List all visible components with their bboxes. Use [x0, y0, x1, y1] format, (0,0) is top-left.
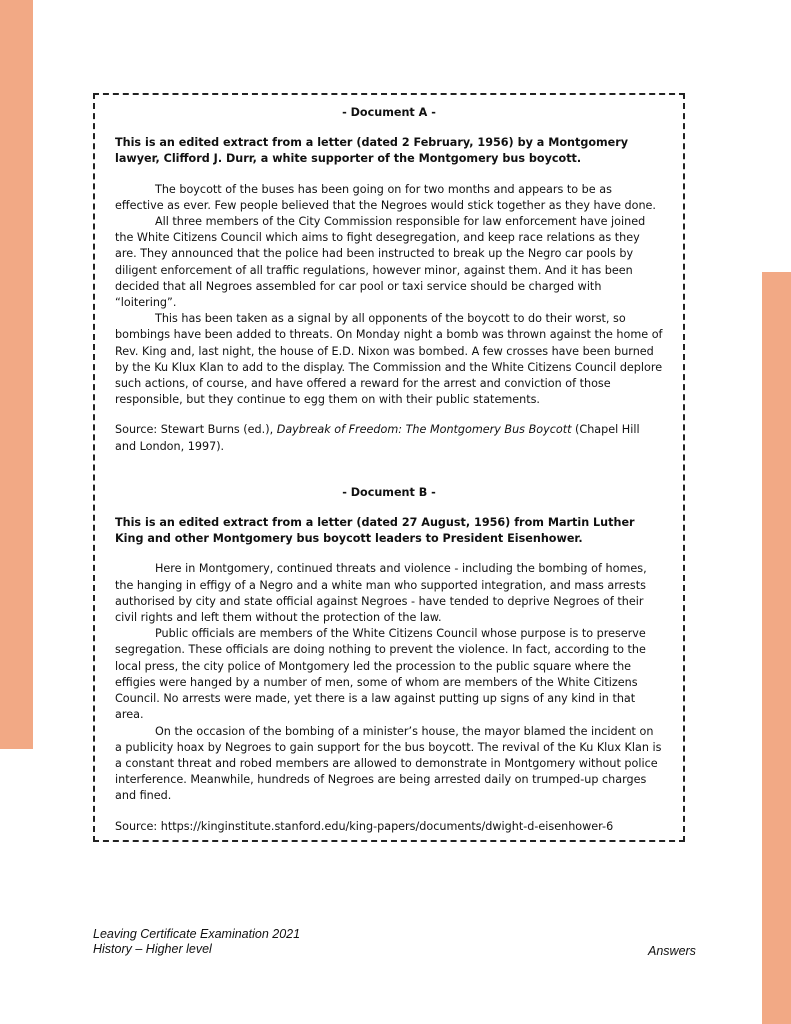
document-a-paragraph: This has been taken as a signal by all opponents of the boycott to do their worst, so bombings have been added to threats. On Monday night a bomb was thrown against the home of Rev. King and, last night, the house of E.D. Nixon was bombed. A few crosses have been burned by the Ku Klux Klan to add to the display. The Commission and the White Citizens Council deplore such actions, of course, and have offered a reward for the arrest and conviction of those responsible, but they continue to egg them on with their public statements. [115, 312, 663, 407]
document-b-heading: - Document B - [342, 485, 436, 499]
document-a-source-title: Daybreak of Freedom: The Montgomery Bus Boycott [276, 423, 572, 437]
document-b-paragraph: On the occasion of the bombing of a minister’s house, the mayor blamed the incident on a publicity hoax by Negroes to gain support for the bus boycott. The revival of the Ku Klux Klan is a constant threat and robed members are allowed to demonstrate in Montgomery without police interference. Meanwhile, hundreds of Negroes are being arrested daily on trumped-up charges and fined. [115, 724, 662, 803]
document-b-paragraph: Public officials are members of the White Citizens Council whose purpose is to preserve segregation. These officials are doing nothing to prevent the violence. In fact, according to the local press, the city police of Montgomery led the procession to the public square where the effigies were hanged by a number of men, some of whom are members of the White Citizens Council. No arrests were made, yet there is a law against putting up signs of any kind in that area. [115, 627, 646, 722]
document-b-paragraph: Here in Montgomery, continued threats and violence - including the bombing of homes, the hanging in effigy of a Negro and a white man who supported integration, and mass arrests authorised by city and state official against Negroes - have tended to deprive Negroes of their civil rights and left them without the protection of the law. [115, 562, 647, 625]
document-b-source: Source: https://kinginstitute.stanford.edu/king-papers/documents/dwight-d-eisenhower-6 [115, 819, 614, 833]
footer-exam-info [93, 927, 300, 957]
document-a-heading: - Document A - [342, 106, 436, 119]
document-a-paragraph: The boycott of the buses has been going on for two months and appears to be as effective as ever. Few people believed that the Negroes would stick together as they have done. [115, 182, 656, 212]
right-accent-bar [762, 272, 791, 1024]
footer-exam-level: History – Higher level [93, 942, 212, 956]
document-a [115, 105, 663, 455]
document-a-paragraph: All three members of the City Commission responsible for law enforcement have joined the White Citizens Council which aims to fight desegregation, and keep race relations as they are. They announced that the police had been instructed to break up the Negro car pools by diligent enforcement of all traffic regulations, however minor, against them. And it has been decided that all Negroes assembled for car pool or taxi service should be charged with “loitering”. [115, 215, 646, 310]
document-b-intro: This is an edited extract from a letter (dated 27 August, 1956) from Martin Luther King and other Montgomery bus boycott leaders to President Eisenhower. [115, 516, 635, 546]
section-gap [115, 455, 663, 485]
document-a-source [115, 422, 663, 454]
document-a-intro: This is an edited extract from a letter (dated 2 February, 1956) by a Montgomery lawyer, Clifford J. Durr, a white supporter of the Montgomery bus boycott. [115, 136, 629, 166]
footer-exam-title: Leaving Certificate Examination 2021 [93, 927, 301, 941]
footer-answers-label: Answers [648, 944, 696, 958]
left-accent-bar [0, 0, 33, 749]
document-b [115, 485, 663, 835]
document-a-source-prefix: Source: Stewart Burns (ed.), [115, 423, 277, 437]
document-a-source-suffix: (Chapel Hill and London, 1997). [115, 423, 640, 453]
documents-box [93, 93, 685, 842]
